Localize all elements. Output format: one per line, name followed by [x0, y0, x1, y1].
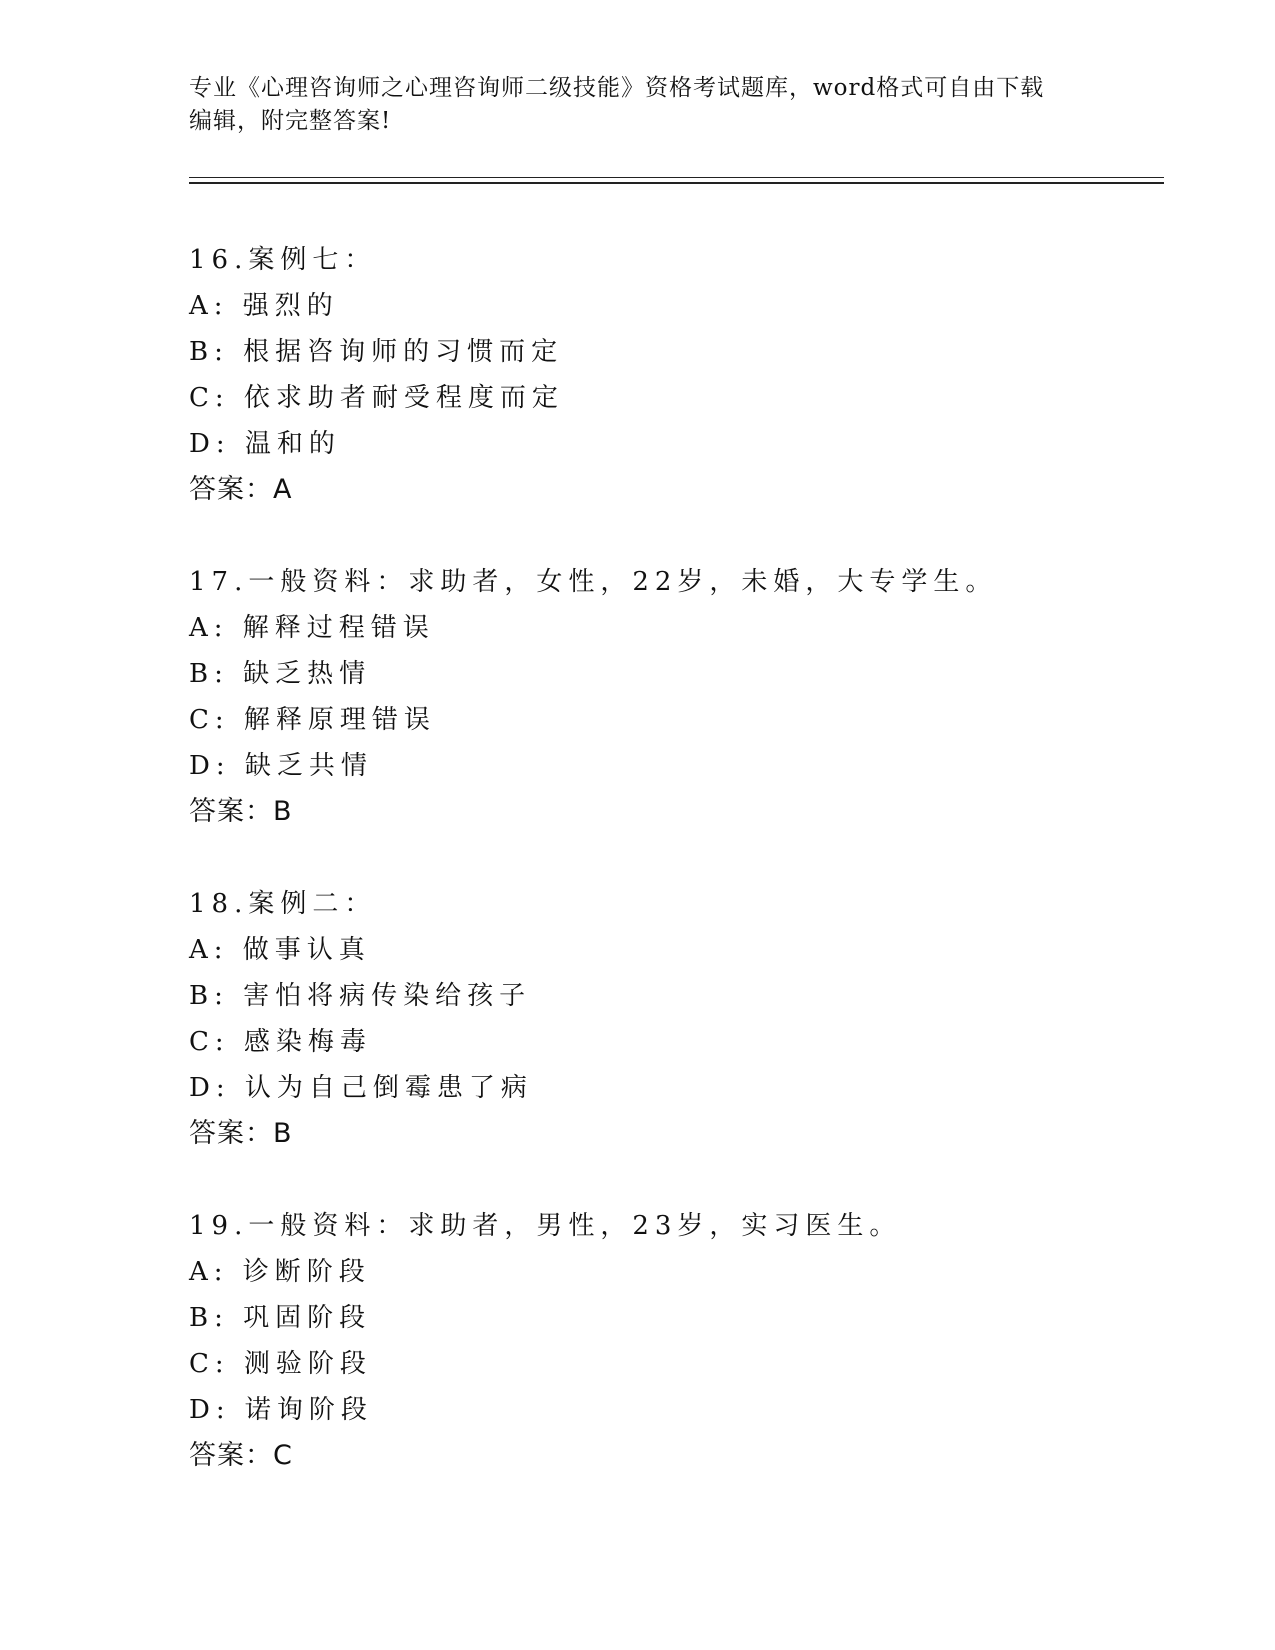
option-b: B: 害怕将病传染给孩子 — [189, 981, 532, 1011]
question-18 — [189, 881, 1149, 1157]
option-c: C: 测验阶段 — [189, 1349, 372, 1379]
option-b: B: 巩固阶段 — [189, 1303, 372, 1333]
option-a: A: 做事认真 — [189, 935, 371, 965]
question-16 — [189, 237, 1149, 513]
option-c: C: 依求助者耐受程度而定 — [189, 383, 564, 413]
option-b: B: 缺乏热情 — [189, 659, 372, 689]
question-17 — [189, 559, 1149, 835]
question-stem: 17.一般资料：求助者，女性，22岁，未婚，大专学生。 — [189, 567, 998, 597]
header-line-1: 专业《心理咨询师之心理咨询师二级技能》资格考试题库，word格式可自由下载 — [189, 75, 1045, 101]
answer: 答案：C — [189, 1440, 293, 1471]
option-d: D: 温和的 — [189, 429, 341, 459]
answer: 答案：B — [189, 796, 293, 827]
document-header — [189, 72, 1089, 138]
option-d: D: 缺乏共情 — [189, 751, 373, 781]
question-stem: 19.一般资料：求助者，男性，23岁，实习医生。 — [189, 1211, 902, 1241]
option-a: A: 诊断阶段 — [189, 1257, 371, 1287]
option-d: D: 认为自己倒霉患了病 — [189, 1073, 533, 1103]
option-c: C: 感染梅毒 — [189, 1027, 372, 1057]
header-rule-thick — [189, 182, 1164, 184]
header-rule-thin — [189, 177, 1164, 178]
header-line-2: 编辑，附完整答案! — [189, 108, 392, 134]
answer: 答案：B — [189, 1118, 293, 1149]
question-19 — [189, 1203, 1149, 1479]
option-b: B: 根据咨询师的习惯而定 — [189, 337, 564, 367]
option-a: A: 强烈的 — [189, 291, 339, 321]
option-c: C: 解释原理错误 — [189, 705, 436, 735]
option-a: A: 解释过程错误 — [189, 613, 435, 643]
question-stem: 16.案例七： — [189, 245, 377, 275]
option-d: D: 诺询阶段 — [189, 1395, 373, 1425]
answer: 答案：A — [189, 474, 293, 505]
question-stem: 18.案例二： — [189, 889, 377, 919]
